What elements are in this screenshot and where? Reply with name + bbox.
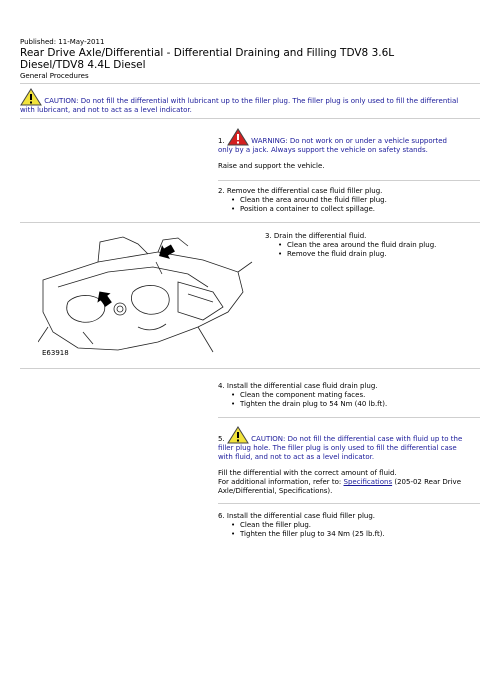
step-3-bullet-1: • Clean the area around the fluid drain plug.	[277, 241, 475, 250]
step-5	[218, 426, 466, 496]
step-2	[218, 187, 463, 214]
step-6-bullet-1: • Clean the filler plug.	[230, 521, 463, 530]
step-3	[265, 232, 475, 259]
divider	[218, 503, 480, 504]
step-6-bullet-2: • Tighten the filler plug to 34 Nm (25 lb.ft).	[230, 530, 463, 539]
step-3-bullet-2: • Remove the fluid drain plug.	[277, 250, 475, 259]
step-5-text-1: Fill the differential with the correct amount of fluid.	[218, 469, 397, 477]
caution-triangle-icon	[20, 88, 42, 106]
step-1-warning: WARNING: Do not work on or under a vehicle supported only by a jack. Always support the vehicle on safety stands.	[218, 137, 447, 154]
divider	[218, 417, 480, 418]
step-1	[218, 128, 463, 171]
divider	[20, 222, 480, 223]
step-5-reference-suffix: (205-02 Rear Drive Axle/Differential, Specifications).	[218, 478, 462, 495]
step-3-text: 3. Drain the differential fluid.	[265, 232, 367, 240]
step-4-bullet-1: • Clean the component mating faces.	[230, 391, 463, 400]
caution-top	[20, 88, 460, 115]
step-1-text: Raise and support the vehicle.	[218, 162, 325, 170]
specifications-link[interactable]: Specifications	[343, 478, 393, 486]
page-subtitle: General Procedures	[20, 72, 89, 80]
warning-triangle-icon	[227, 128, 249, 146]
page-title-line-2: Diesel/TDV8 4.4L Diesel	[20, 59, 146, 71]
step-6	[218, 512, 463, 539]
step-5-reference	[218, 478, 466, 496]
divider	[20, 368, 480, 369]
page-title-line-1: Rear Drive Axle/Differential - Differential Draining and Filling TDV8 3.6L	[20, 47, 395, 59]
step-5-caution: CAUTION: Do not fill the differential case with fluid up to the filler plug hole. The filler plug is only used to fill the differential case with fluid, and not to act as a level indicator.	[218, 435, 463, 461]
figure-label: E63918	[42, 349, 69, 357]
caution-triangle-icon	[227, 426, 249, 444]
step-4-text: 4. Install the differential case fluid drain plug.	[218, 382, 378, 390]
step-2-text: 2. Remove the differential case fluid filler plug.	[218, 187, 383, 195]
page-title	[20, 47, 480, 71]
step-4	[218, 382, 463, 409]
step-1-number: 1.	[218, 137, 225, 145]
published-date: Published: 11-May-2011	[20, 38, 105, 46]
step-2-bullet-1: • Clean the area around the fluid filler plug.	[230, 196, 463, 205]
differential-drawing	[38, 232, 253, 360]
step-6-text: 6. Install the differential case fluid filler plug.	[218, 512, 376, 520]
step-5-reference-prefix: For additional information, refer to:	[218, 478, 344, 486]
step-4-bullet-2: • Tighten the drain plug to 54 Nm (40 lb.ft).	[230, 400, 463, 409]
caution-top-text: CAUTION: Do not fill the differential with lubricant up to the filler plug. The filler plug is only used to fill the differential with lubricant, and not to act as a level indicator.	[20, 97, 459, 114]
divider	[218, 180, 480, 181]
step-2-bullet-2: • Position a container to collect spillage.	[230, 205, 463, 214]
divider	[20, 118, 480, 119]
step-5-number: 5.	[218, 435, 225, 443]
axle-illustration	[38, 232, 253, 360]
divider	[20, 83, 480, 84]
